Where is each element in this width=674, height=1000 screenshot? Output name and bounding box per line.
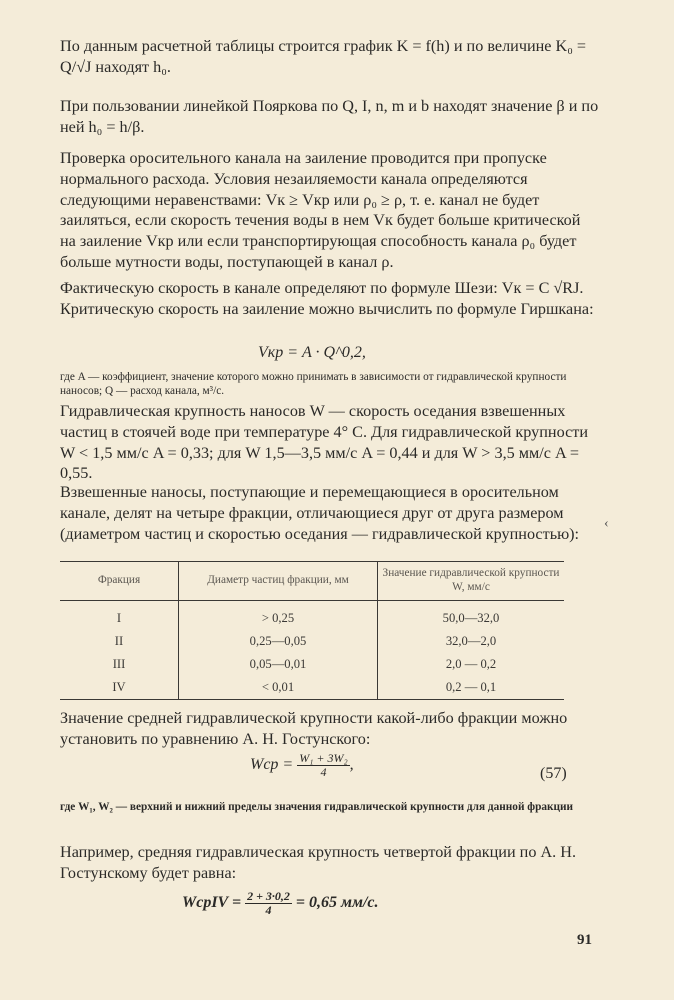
paragraph-silting-check: Проверка оросительного канала на заиление проводится при пропуске нормального расхода. Условия незаиляемости канала определяются следующими неравенствами: Vк ≥ Vкр или ρ₀ ≥ ρ, т. е. канал не будет заиляться, если скорость течения воды в нем Vк будет больше критической на заиление Vкр или если транспортирующая способность канала ρ₀ будет больше мутности воды, поступающей в канал ρ. (60, 149, 581, 271)
table-cell: > 0,25 (179, 601, 378, 631)
table-header-cell: Фракция (60, 562, 179, 601)
table-row (60, 630, 564, 653)
formula-critical-velocity: Vкр = A · Q^0,2, (258, 344, 366, 361)
paragraph-gostunsky: Значение средней гидравлической крупности какой-либо фракции можно установить по уравнению А. Н. Гостунского: (60, 709, 568, 748)
paragraph-example: Например, средняя гидравлическая крупность четвертой фракции по А. Н. Гостунскому будет равна: (60, 843, 576, 882)
formula-fraction (297, 752, 349, 779)
example-numerator: 2 + 3·0,2 (247, 889, 290, 903)
formula-lhs: Wср = (250, 756, 294, 774)
table-cell: IV (112, 680, 126, 694)
note-coefficient-a: где A — коэффициент, значение которого можно принимать в зависимости от гидравлической крупности наносов; Q — расход канала, м³/с. (60, 371, 567, 398)
paragraph-fractions: Взвешенные наносы, поступающие и перемещающиеся в оросительном канале, делят на четыре фракции, отличающиеся друг от друга размером (диаметром частиц и скоростью оседания — гидравлической крупностью): (60, 483, 580, 543)
paragraph-chezy: Фактическую скорость в канале определяют по формуле Шези: Vк = C √RJ. Критическую скорость на заиление можно вычислить по формуле Гиршкана: (60, 279, 594, 318)
table-cell: 0,2 — 0,1 (378, 676, 565, 700)
table-header-cell: Значение гидравлической крупности W, мм/с (378, 562, 565, 601)
paragraph-poyarkov: При пользовании линейкой Пояркова по Q, I, n, m и b находят значение β и по ней h₀ = h/β. (60, 97, 599, 136)
formula-example (182, 890, 379, 917)
table-cell: I (116, 611, 122, 625)
table-header-cell: Диаметр частиц фракции, мм (179, 562, 378, 601)
table-row (60, 653, 564, 676)
table-row (60, 676, 564, 700)
equation-number: (57) (540, 765, 567, 782)
example-lhs: WсрIV = (182, 894, 242, 912)
table-cell: II (114, 634, 124, 648)
table-cell: 2,0 — 0,2 (378, 653, 565, 676)
example-denominator: 4 (265, 903, 272, 917)
example-rhs: = 0,65 мм/с. (295, 894, 379, 912)
formula-tail: , (349, 756, 354, 774)
table-cell: 0,25—0,05 (179, 630, 378, 653)
table-cell: 50,0—32,0 (378, 601, 565, 631)
formula-denominator: 4 (320, 765, 327, 779)
formula-mean-hydraulic-size (250, 752, 354, 779)
table-cell: III (112, 657, 126, 671)
formula-numerator: W₁ + 3W₂ (299, 751, 348, 765)
paragraph-hydraulic-size: Гидравлическая крупность наносов W — скорость оседания взвешенных частиц в стоячей воде при температуре 4° С. Для гидравлической крупности W < 1,5 мм/с A = 0,33; для W 1,5—3,5 мм/с A = 0,44 и для W > 3,5 мм/с A = 0,55. (60, 402, 588, 483)
fractions-table (60, 561, 564, 700)
page-number: 91 (577, 932, 592, 948)
note-limits: где W₁, W₂ — верхний и нижний пределы значения гидравлической крупности для данной фракции (60, 801, 574, 813)
margin-mark: ‹ (604, 516, 609, 531)
table-header-row (60, 562, 564, 601)
table-row (60, 601, 564, 631)
table-cell: 0,05—0,01 (179, 653, 378, 676)
example-fraction (245, 890, 292, 917)
table-cell: 32,0—2,0 (378, 630, 565, 653)
paragraph-graph: По данным расчетной таблицы строится график K = f(h) и по величине K₀ = Q/√J находят h₀. (60, 37, 587, 76)
table-cell: < 0,01 (179, 676, 378, 700)
